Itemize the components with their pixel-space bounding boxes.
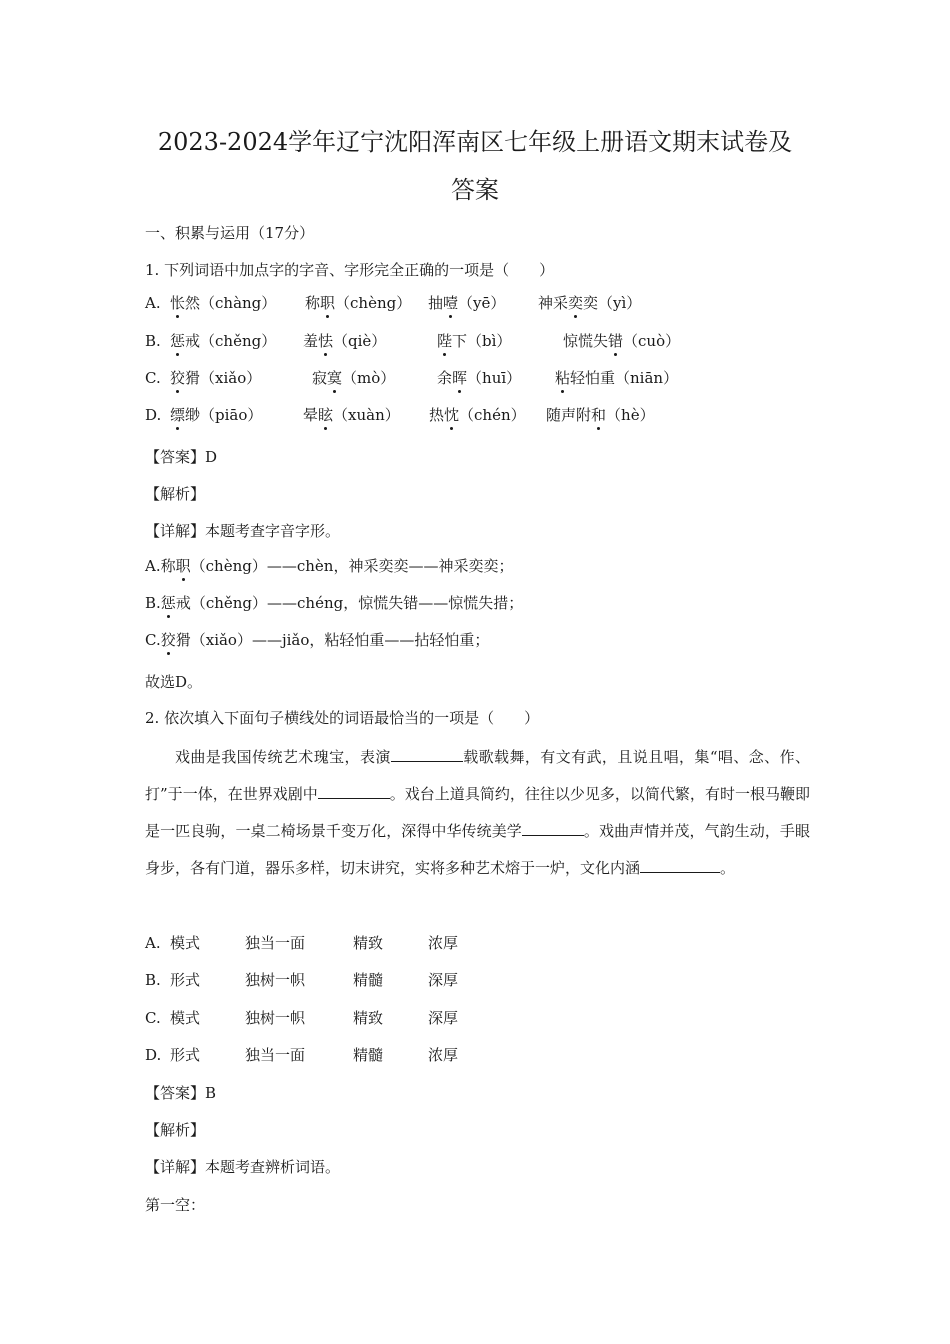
q1-detail: 【详解】本题考查字音字形。	[145, 522, 341, 540]
section-heading: 一、积累与运用（17分）	[145, 224, 315, 242]
q2-option-d-word-3: 精髓	[353, 1046, 384, 1064]
dotted-char: 怅	[170, 294, 186, 312]
q2-option-d-word-4: 浓厚	[428, 1046, 459, 1064]
word-pre: 余	[437, 369, 453, 387]
q2-option-c-word-2: 独树一帜	[245, 1009, 306, 1027]
q1-option-c-word-4	[555, 367, 678, 389]
dotted-char: 和	[591, 406, 607, 424]
q2-option-a-label: A.	[145, 934, 161, 952]
word-pre: 随声附	[546, 406, 592, 424]
dotted-char: 寞	[327, 369, 343, 387]
document-title-line-1: 2023-2024学年辽宁沈阳浑南区七年级上册语文期末试卷及	[157, 128, 793, 156]
q1-option-a-word-2	[305, 292, 411, 314]
document-title-line-2: 答案	[451, 176, 499, 204]
dotted-char: 怯	[318, 332, 334, 350]
q2-option-b-word-3: 精髓	[353, 971, 384, 989]
dotted-char: 错	[608, 332, 624, 350]
q1-option-c-word-2	[312, 367, 395, 389]
explanation-label: A.	[145, 557, 161, 575]
word-rest: （huī）	[467, 369, 522, 387]
q2-option-c-word-4: 深厚	[428, 1009, 459, 1027]
fill-blank-1	[391, 743, 463, 762]
word-rest: 轻怕重（niān）	[570, 369, 679, 387]
q1-option-d-word-2	[303, 404, 400, 426]
q1-explanation-c	[145, 629, 489, 651]
q1-choose: 故选D。	[145, 673, 203, 691]
dotted-char: 忱	[444, 406, 460, 424]
q1-option-a-word-3	[428, 292, 505, 314]
explanation-text: 猾（xiǎo）——jiǎo，粘轻怕重——拈轻怕重；	[175, 631, 490, 649]
dotted-char: 晖	[452, 369, 468, 387]
q1-option-b-word-3	[437, 330, 511, 352]
q1-option-a-label: A.	[145, 294, 161, 312]
dotted-char: 粘	[555, 369, 571, 387]
dotted-char: 噎	[443, 294, 459, 312]
q2-option-d-word-2: 独当一面	[245, 1046, 306, 1064]
q1-option-c-word-1	[170, 367, 261, 389]
word-pre: 神采	[538, 294, 569, 312]
dotted-char: 狡	[160, 631, 176, 649]
q2-option-a-word-3: 精致	[353, 934, 384, 952]
word-rest: （mò）	[342, 369, 396, 387]
word-pre: 惊慌失	[563, 332, 609, 350]
explanation-text: （chèng）——chèn，神采奕奕——神采奕奕；	[190, 557, 514, 575]
q2-option-a-word-1: 模式	[170, 934, 201, 952]
q1-answer: 【答案】D	[145, 448, 218, 466]
q1-option-d-word-1	[170, 404, 262, 426]
word-rest: （yē）	[458, 294, 506, 312]
q1-analysis-heading: 【解析】	[145, 485, 206, 503]
dotted-char: 眩	[318, 406, 334, 424]
q2-option-a-word-4: 浓厚	[428, 934, 459, 952]
q2-detail: 【详解】本题考查辨析词语。	[145, 1158, 341, 1176]
word-rest: （qiè）	[333, 332, 387, 350]
dotted-char: 职	[320, 294, 336, 312]
q2-answer: 【答案】B	[145, 1084, 217, 1102]
word-rest: （chèng）	[335, 294, 412, 312]
q2-option-c-label: C.	[145, 1009, 161, 1027]
word-rest: 下（bì）	[452, 332, 512, 350]
explanation-text: 戒（chěng）——chéng，惊慌失错——惊慌失措；	[175, 594, 524, 612]
word-rest: （cuò）	[623, 332, 681, 350]
q2-option-c-word-1: 模式	[170, 1009, 201, 1027]
dotted-char: 惩	[160, 594, 176, 612]
q1-option-d-label: D.	[145, 406, 162, 424]
q1-option-a-word-1	[170, 292, 276, 314]
word-rest: 缈（piāo）	[185, 406, 263, 424]
q1-option-b-word-4	[563, 330, 680, 352]
q2-option-b-label: B.	[145, 971, 161, 989]
q2-option-d-word-1: 形式	[170, 1046, 201, 1064]
word-rest: （hè）	[606, 406, 655, 424]
word-rest: （chén）	[459, 406, 526, 424]
dotted-char: 职	[175, 557, 191, 575]
dotted-char: 奕	[568, 294, 584, 312]
q1-stem: 1. 下列词语中加点字的字音、字形完全正确的一项是（ ）	[145, 261, 555, 279]
word-pre: 寂	[312, 369, 328, 387]
word-rest: 猾（xiǎo）	[185, 369, 262, 387]
word-pre: 热	[429, 406, 445, 424]
q1-option-b-word-1	[170, 330, 276, 352]
q2-option-b-word-4: 深厚	[428, 971, 459, 989]
fill-blank-2	[318, 780, 390, 799]
word-pre: 称	[305, 294, 321, 312]
q2-option-b-word-2: 独树一帜	[245, 971, 306, 989]
fill-blank-4	[640, 854, 720, 873]
explanation-label: C.	[145, 631, 161, 649]
word-rest: 奕（yì）	[583, 294, 642, 312]
explanation-label: B.	[145, 594, 161, 612]
fill-blank-3	[522, 817, 584, 836]
q2-passage	[145, 739, 810, 887]
q2-option-d-label: D.	[145, 1046, 162, 1064]
passage-text: 。戏台上道具简约，往往以少见多，以简代繁，有时一根马鞭即是一匹良驹，一桌二椅场景千变万化，深得中华传统美学	[145, 785, 810, 840]
word-pre: 抽	[428, 294, 444, 312]
passage-text: 。戏曲声情并茂，气韵生动，手眼身步，各有门道，器乐多样，切末讲究，实将多种艺术熔于一炉，文化内涵	[145, 822, 810, 877]
q1-option-a-word-4	[538, 292, 641, 314]
q2-first-blank-heading: 第一空：	[145, 1196, 206, 1214]
q1-option-d-word-4	[546, 404, 655, 426]
q2-option-c-word-3: 精致	[353, 1009, 384, 1027]
dotted-char: 缥	[170, 406, 186, 424]
q1-option-b-word-2	[303, 330, 386, 352]
word-rest: 戒（chěng）	[185, 332, 277, 350]
passage-text: 。	[720, 859, 736, 877]
word-rest: 然（chàng）	[185, 294, 277, 312]
q1-option-b-label: B.	[145, 332, 161, 350]
q2-option-a-word-2: 独当一面	[245, 934, 306, 952]
dotted-char: 狡	[170, 369, 186, 387]
q1-option-d-word-3	[429, 404, 526, 426]
q2-analysis-heading: 【解析】	[145, 1121, 206, 1139]
dotted-char: 惩	[170, 332, 186, 350]
dotted-char: 陛	[437, 332, 453, 350]
word-pre: 称	[160, 557, 176, 575]
q1-option-c-word-3	[437, 367, 521, 389]
passage-text: 载歌载舞，有文有武，且说且唱，集“唱、念、作、打”于一体，在世界戏剧中	[145, 748, 810, 803]
q1-explanation-a	[145, 555, 513, 577]
passage-text: 戏曲是我国传统艺术瑰宝，表演	[175, 748, 391, 766]
q2-option-b-word-1: 形式	[170, 971, 201, 989]
q1-explanation-b	[145, 592, 523, 614]
word-pre: 晕	[303, 406, 319, 424]
q1-option-c-label: C.	[145, 369, 161, 387]
q2-stem: 2. 依次填入下面句子横线处的词语最恰当的一项是（ ）	[145, 709, 540, 727]
word-pre: 羞	[303, 332, 319, 350]
word-rest: （xuàn）	[333, 406, 400, 424]
